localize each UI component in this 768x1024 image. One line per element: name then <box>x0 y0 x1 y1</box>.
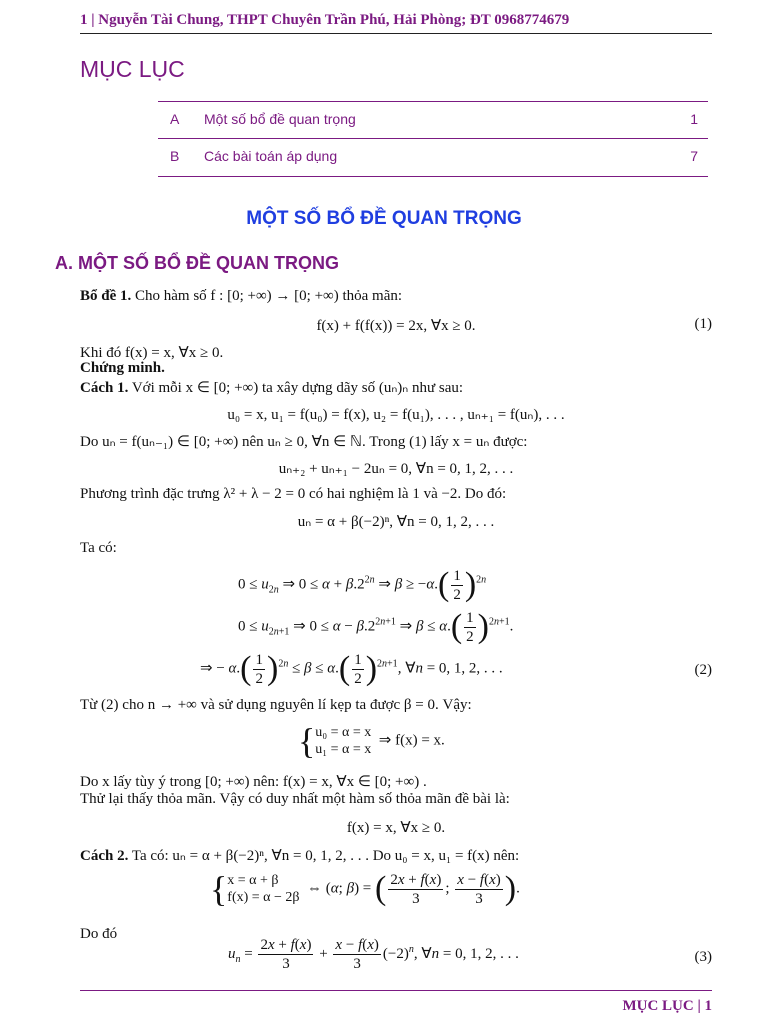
toc-item[interactable] <box>158 138 708 172</box>
toc-item-letter: B <box>170 148 180 164</box>
method-1-label: Cách 1. <box>80 380 129 396</box>
equation-1-number: (1) <box>694 316 712 332</box>
toc-item-label[interactable]: Một số bổ đề quan trọng <box>204 111 356 127</box>
toc-item-label[interactable]: Các bài toán áp dụng <box>204 148 338 164</box>
inequality-even: $0 \le u_{2n}$ ⇒ $0 \le \alpha + \beta.2^{2n}$ ⇒ β ≥ −α.( $\frac{1}{2}$ )$^{2n}$ <box>238 566 487 603</box>
system-1-row: u₁ = α = x <box>315 742 372 757</box>
method-1-body: Với mỗi x ∈ [0; +∞) ta xây dựng dãy số (uₙ)ₙ như sau: <box>131 380 464 396</box>
verification: Thử lại thấy thỏa mãn. Vậy có duy nhất một hàm số thỏa mãn đề bài là: <box>80 791 510 807</box>
equation-1: f(x) + f(f(x)) = 2x, ∀x ≥ 0. <box>316 318 476 334</box>
final-answer: f(x) = x, ∀x ≥ 0. <box>346 820 446 836</box>
nonnegative-remark: Do uₙ = f(uₙ₋₁) ∈ [0; +∞) nên uₙ ≥ 0, ∀n ∈ ℕ. Trong (1) lấy x = uₙ được: <box>80 434 528 450</box>
characteristic-equation: Phương trình đặc trưng λ² + λ − 2 = 0 có hai nghiệm là 1 và −2. Do đó: <box>80 486 507 502</box>
lemma-label: Bổ đề 1. <box>80 288 132 304</box>
method-2-intro <box>80 846 519 865</box>
system-1-row: u₀ = α = x <box>315 725 372 740</box>
equation-2-number: (2) <box>694 662 712 678</box>
recurrence: uₙ₊₂ + uₙ₊₁ − 2uₙ = 0, ∀n = 0, 1, 2, . . . <box>278 461 514 477</box>
toc-rule-bottom <box>158 176 708 177</box>
sequence-definition: u₀ = x, u₁ = f(u₀) = f(x), u₂ = f(u₁), . . . , uₙ₊₁ = f(uₙ), . . . <box>227 407 565 423</box>
inequality-odd: $0 \le u_{2n+1}$ ⇒ $0 \le \alpha - \beta.2^{2n+1}$ ⇒ β ≤ α.( $\frac{1}{2}$ )$^{2n+1}$. <box>238 608 514 645</box>
toc-item-page: 7 <box>690 148 698 164</box>
arbitrary-remark: Do x lấy tùy ý trong [0; +∞) nên: f(x) = x, ∀x ∈ [0; +∞) . <box>80 774 427 790</box>
page-footer: MỤC LỤC | 1 <box>622 998 712 1014</box>
system-1-result: ⇒ f(x) = x. <box>378 732 445 749</box>
inequality-combined: ⇒ − α.( $\frac{1}{2}$ )$^{2n}$ ≤ β ≤ α.( $\frac{1}{2}$ )$^{2n+1}$, ∀n = 0, 1, 2, . . . <box>200 650 503 687</box>
equation-3-number: (3) <box>694 949 712 965</box>
toc-item[interactable] <box>158 101 708 135</box>
lemma-body: Cho hàm số f : [0; +∞) → [0; +∞) thỏa mãn: <box>135 288 403 304</box>
toc-title: MỤC LỤC <box>80 56 185 82</box>
toc-item-page: 1 <box>690 111 698 127</box>
method-2-label: Cách 2. <box>80 848 129 864</box>
footer-rule <box>80 990 712 991</box>
limit-remark: Từ (2) cho n → +∞ và sử dụng nguyên lí kẹp ta được β = 0. Vậy: <box>80 697 472 713</box>
system-1: {u₀ = α = x u₁ = α = x ⇒ f(x) = x. <box>298 721 445 761</box>
lemma-conclusion: Khi đó f(x) = x, ∀x ≥ 0. <box>80 345 224 361</box>
we-have: Ta có: <box>80 540 117 556</box>
system-2-row: x = α + β <box>227 873 279 888</box>
page-header: 1 | Nguyễn Tài Chung, THPT Chuyên Trần Phú, Hải Phòng; ĐT 0968774679 <box>80 12 570 28</box>
lemma-statement <box>80 288 402 305</box>
method-1-intro <box>80 378 463 397</box>
equation-3: $u_n$ = $\frac{2x + f(x)}{3}$ + $\frac{x - f(x)}{3}$ $(-2)^n$, ∀n = 0, 1, 2, . . . <box>228 937 519 972</box>
therefore: Do đó <box>80 926 118 942</box>
system-2-row: f(x) = α − 2β <box>227 890 300 905</box>
section-title: A. MỘT SỐ BỔ ĐỀ QUAN TRỌNG <box>55 253 340 273</box>
toc-item-letter: A <box>170 111 180 127</box>
general-term: uₙ = α + β(−2)ⁿ, ∀n = 0, 1, 2, . . . <box>297 514 495 530</box>
header-rule <box>80 33 712 34</box>
method-2-body: Ta có: uₙ = α + β(−2)ⁿ, ∀n = 0, 1, 2, . . . Do u₀ = x, u₁ = f(x) nên: <box>131 848 520 864</box>
proof-heading: Chứng minh. <box>80 360 165 376</box>
system-2: {x = α + β f(x) = α − 2β ⇔ (α; β) = ( $\frac{2x + f(x)}{3}$ ; $\frac{x - f(x)}{3}$ ). <box>210 869 520 909</box>
main-title: MỘT SỐ BỔ ĐỀ QUAN TRỌNG <box>246 208 522 229</box>
